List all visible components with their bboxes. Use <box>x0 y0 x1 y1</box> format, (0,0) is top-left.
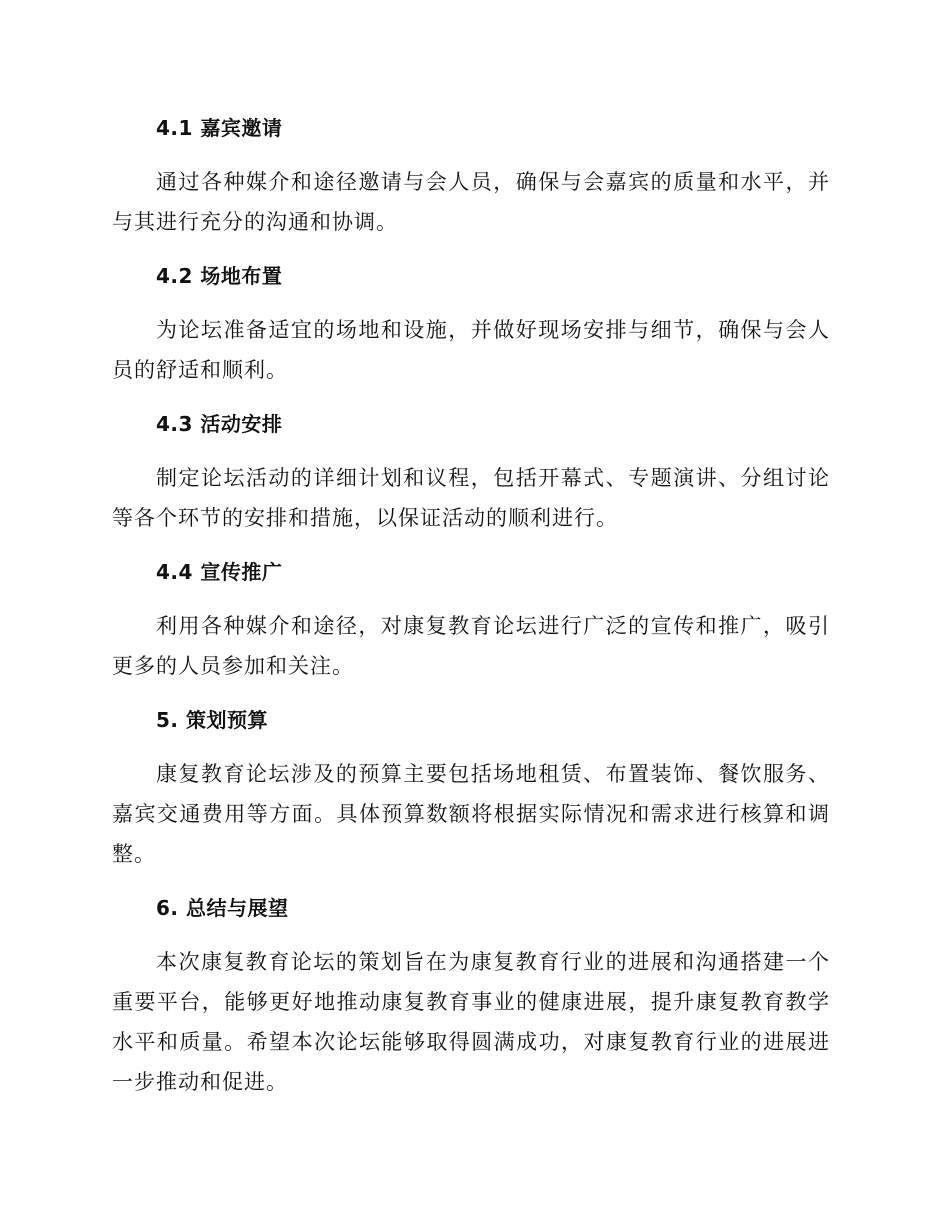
section-heading: 6. 总结与展望 <box>156 896 289 920</box>
section-heading: 5. 策划预算 <box>156 708 268 732</box>
section-paragraph: 为论坛准备适宜的场地和设施，并做好现场安排与细节，确保与会人员的舒适和顺利。 <box>112 318 830 382</box>
section-summary-outlook <box>112 888 830 1102</box>
section-heading: 4.2 场地布置 <box>156 264 283 288</box>
section-budget <box>112 700 830 874</box>
section-activity-arrangement <box>112 404 830 538</box>
section-paragraph: 利用各种媒介和途径，对康复教育论坛进行广泛的宣传和推广，吸引更多的人员参加和关注。 <box>112 614 830 678</box>
section-venue-setup <box>112 256 830 390</box>
section-promotion <box>112 552 830 686</box>
section-paragraph: 通过各种媒介和途径邀请与会人员，确保与会嘉宾的质量和水平，并与其进行充分的沟通和协调。 <box>112 170 830 234</box>
section-heading: 4.1 嘉宾邀请 <box>156 116 283 140</box>
section-paragraph: 本次康复教育论坛的策划旨在为康复教育行业的进展和沟通搭建一个重要平台，能够更好地推动康复教育事业的健康进展，提升康复教育教学水平和质量。希望本次论坛能够取得圆满成功，对康复教育行业的进展进一步推动和促进。 <box>112 950 830 1094</box>
section-heading: 4.3 活动安排 <box>156 412 283 436</box>
section-paragraph: 制定论坛活动的详细计划和议程，包括开幕式、专题演讲、分组讨论等各个环节的安排和措施，以保证活动的顺利进行。 <box>112 466 830 530</box>
section-heading: 4.4 宣传推广 <box>156 560 283 584</box>
section-paragraph: 康复教育论坛涉及的预算主要包括场地租赁、布置装饰、餐饮服务、嘉宾交通费用等方面。具体预算数额将根据实际情况和需求进行核算和调整。 <box>112 762 830 866</box>
section-guest-invitation <box>112 108 830 242</box>
